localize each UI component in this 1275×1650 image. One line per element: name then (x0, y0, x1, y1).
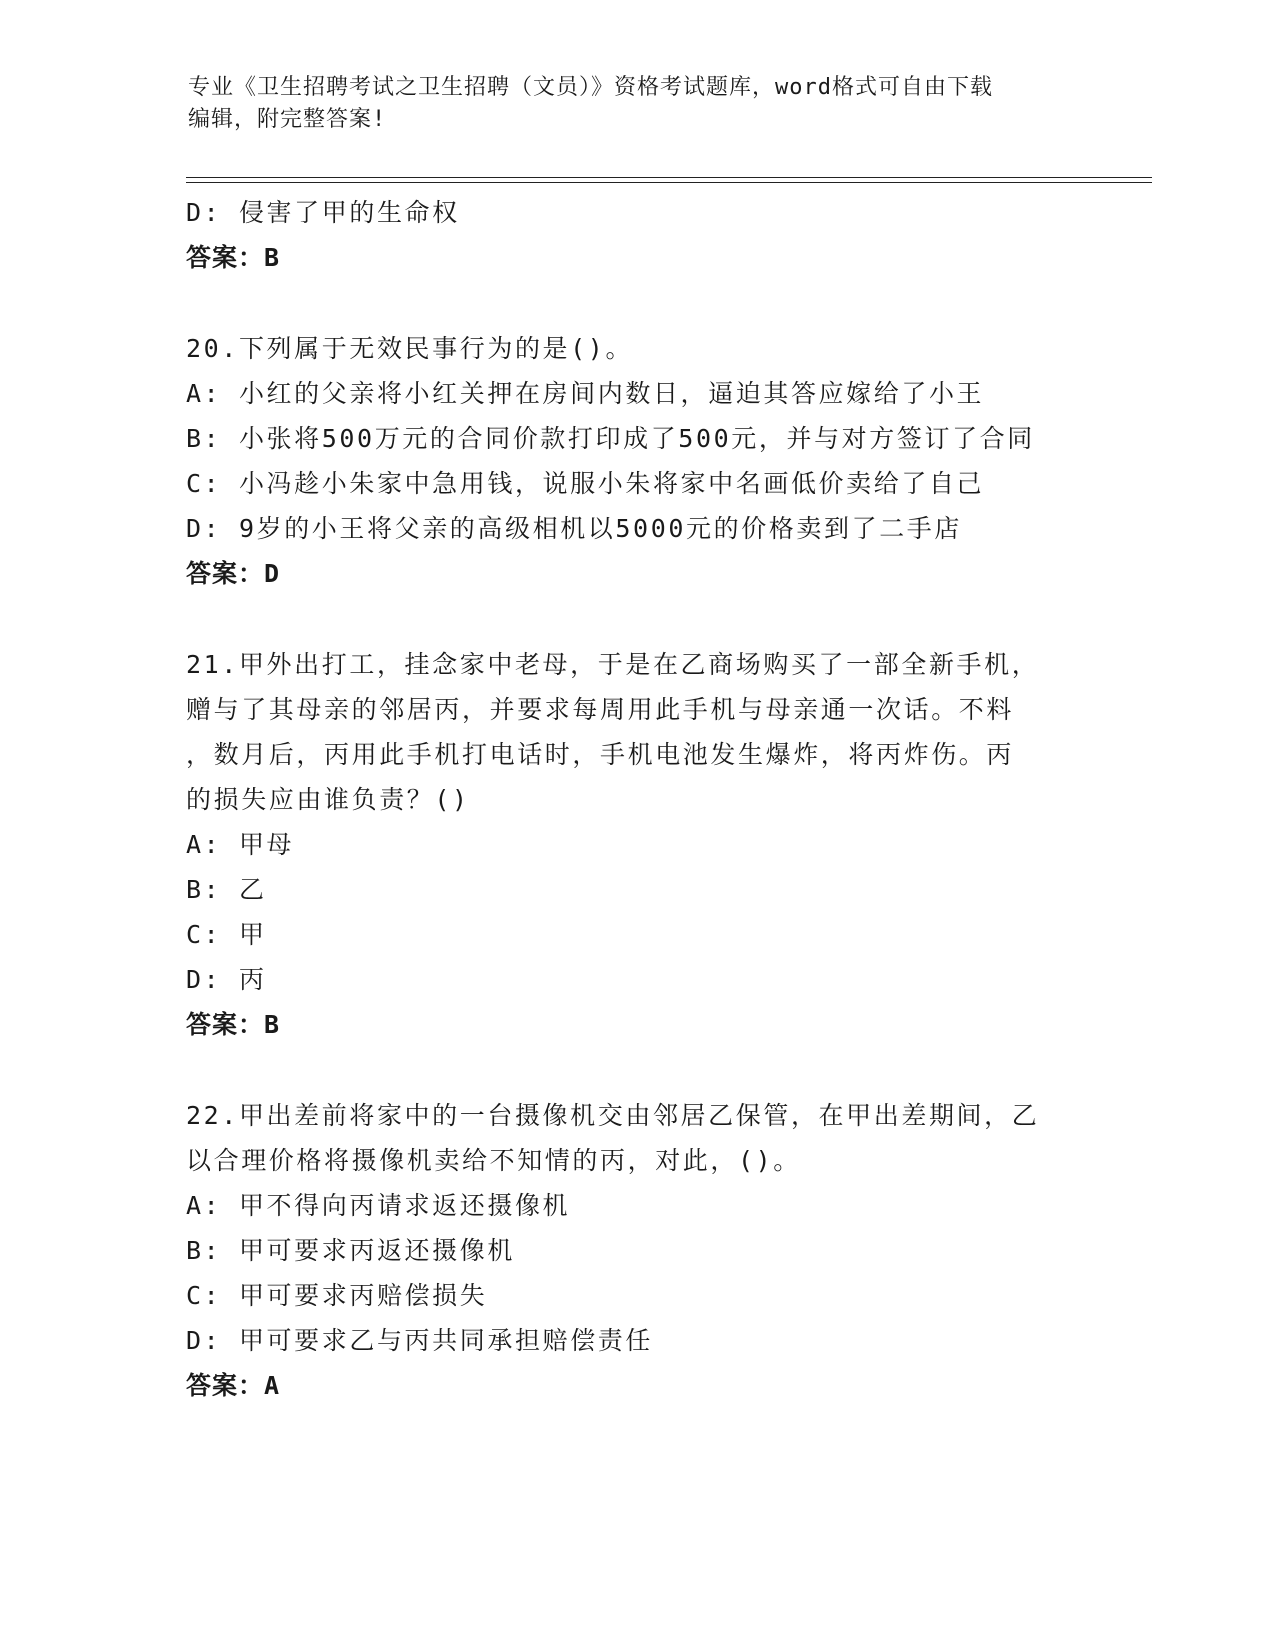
q22-stem-line-2: 以合理价格将摄像机卖给不知情的丙，对此，()。 (186, 1146, 801, 1175)
q21-stem-line-4: 的损失应由谁负责？() (186, 785, 470, 814)
q21-option-a: A: 甲母 (186, 830, 295, 859)
q21-option-d: D: 丙 (186, 965, 267, 994)
page-header (188, 72, 1068, 136)
q20-answer: 答案：D (186, 559, 281, 588)
q21-stem-line-3: ，数月后，丙用此手机打电话时，手机电池发生爆炸，将丙炸伤。丙 (186, 740, 1015, 769)
q20-option-a: A: 小红的父亲将小红关押在房间内数日，逼迫其答应嫁给了小王 (186, 379, 985, 408)
q21-stem-line-1: 21.甲外出打工，挂念家中老母，于是在乙商场购买了一部全新手机， (186, 650, 1040, 679)
q21-option-b: B: 乙 (186, 875, 267, 904)
header-divider-top (186, 177, 1152, 178)
q19-option-d: D: 侵害了甲的生命权 (186, 198, 460, 227)
q19-answer: 答案：B (186, 243, 281, 272)
document-body (186, 190, 1106, 1408)
header-line-1: 专业《卫生招聘考试之卫生招聘（文员）》资格考试题库，word格式可自由下载 (188, 75, 993, 100)
q20-option-c: C: 小冯趁小朱家中急用钱，说服小朱将家中名画低价卖给了自己 (186, 469, 985, 498)
q22-answer: 答案：A (186, 1371, 281, 1400)
q21-option-c: C: 甲 (186, 920, 267, 949)
q22-option-d: D: 甲可要求乙与丙共同承担赔偿责任 (186, 1326, 653, 1355)
q22-option-b: B: 甲可要求丙返还摄像机 (186, 1236, 515, 1265)
q20-option-b: B: 小张将500万元的合同价款打印成了500元，并与对方签订了合同 (186, 424, 1035, 453)
q20-option-d: D: 9岁的小王将父亲的高级相机以5000元的价格卖到了二手店 (186, 514, 963, 543)
q21-answer: 答案：B (186, 1010, 281, 1039)
q21-stem-line-2: 赠与了其母亲的邻居丙，并要求每周用此手机与母亲通一次话。不料 (186, 695, 1015, 724)
q22-stem-line-1: 22.甲出差前将家中的一台摄像机交由邻居乙保管，在甲出差期间，乙 (186, 1101, 1040, 1130)
header-line-2: 编辑，附完整答案! (188, 107, 387, 132)
q22-option-a: A: 甲不得向丙请求返还摄像机 (186, 1191, 571, 1220)
q20-stem: 20.下列属于无效民事行为的是()。 (186, 334, 634, 363)
q22-option-c: C: 甲可要求丙赔偿损失 (186, 1281, 488, 1310)
header-divider-bottom (186, 182, 1152, 183)
